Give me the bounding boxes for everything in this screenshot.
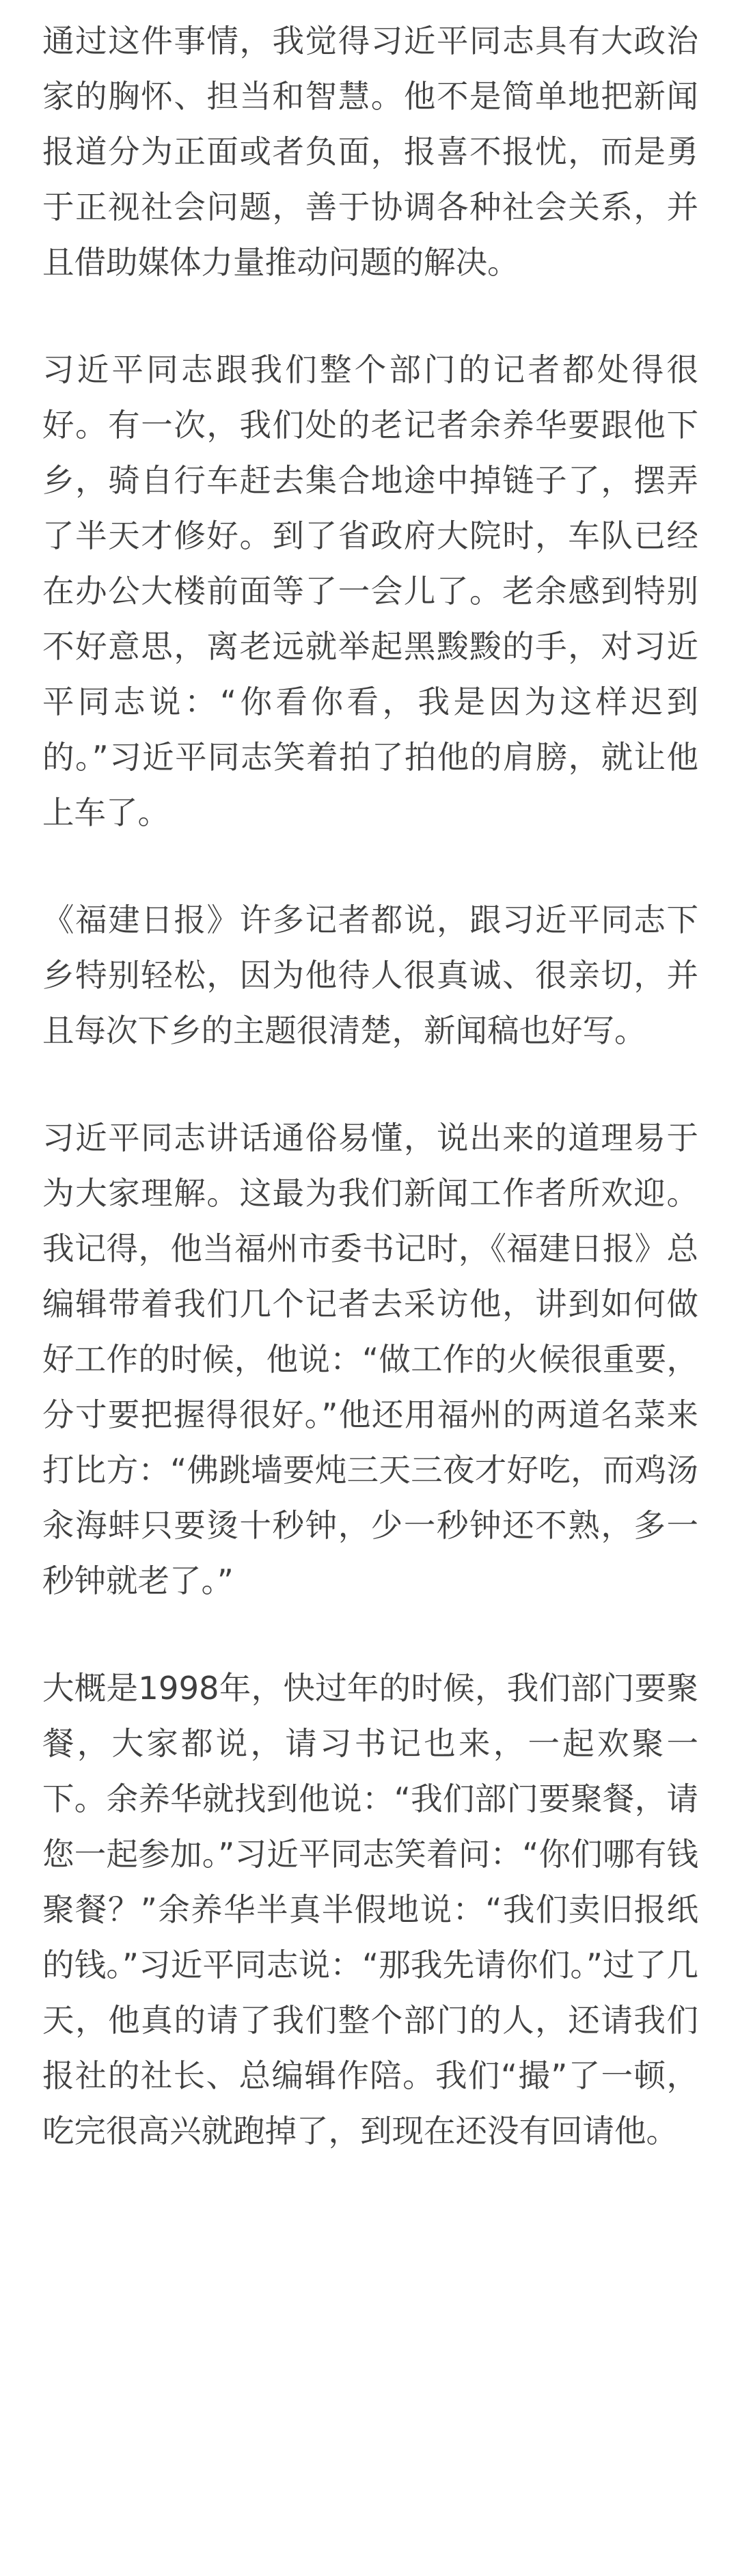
article-paragraph-1: 通过这件事情，我觉得习近平同志具有大政治家的胸怀、担当和智慧。他不是简单地把新闻报道分为正面或者负面，报喜不报忧，而是勇于正视社会问题，善于协调各种社会关系，并且借助媒体力量推动问题的解决。 xyxy=(42,23,698,281)
article-paragraph-2: 习近平同志跟我们整个部门的记者都处得很好。有一次，我们处的老记者余养华要跟他下乡，骑自行车赶去集合地途中掉链子了，摆弄了半天才修好。到了省政府大院时，车队已经在办公大楼前面等了一会儿了。老余感到特别不好意思，离老远就举起黑黢黢的手，对习近平同志说：“你看你看，我是因为这样迟到的。”习近平同志笑着拍了拍他的肩膀，就让他上车了。 xyxy=(42,351,698,831)
article-paragraph-5: 大概是1998年，快过年的时候，我们部门要聚餐，大家都说，请习书记也来，一起欢聚一下。余养华就找到他说：“我们部门要聚餐，请您一起参加。”习近平同志笑着问：“你们哪有钱聚餐？”余养华半真半假地说：“我们卖旧报纸的钱。”习近平同志说：“那我先请你们。”过了几天，他真的请了我们整个部门的人，还请我们报社的社长、总编辑作陪。我们“撮”了一顿，吃完很高兴就跑掉了，到现在还没有回请他。 xyxy=(42,1670,698,2150)
article-paragraph-4: 习近平同志讲话通俗易懂，说出来的道理易于为大家理解。这最为我们新闻工作者所欢迎。我记得，他当福州市委书记时，《福建日报》总编辑带着我们几个记者去采访他，讲到如何做好工作的时候，他说：“做工作的火候很重要，分寸要把握得很好。”他还用福州的两道名菜来打比方：“佛跳墙要炖三天三夜才好吃，而鸡汤汆海蚌只要烫十秒钟，少一秒钟还不熟，多一秒钟就老了。” xyxy=(42,1120,698,1599)
article-paragraph-3: 《福建日报》许多记者都说，跟习近平同志下乡特别轻松，因为他待人很真诚、很亲切，并且每次下乡的主题很清楚，新闻稿也好写。 xyxy=(42,901,698,1049)
